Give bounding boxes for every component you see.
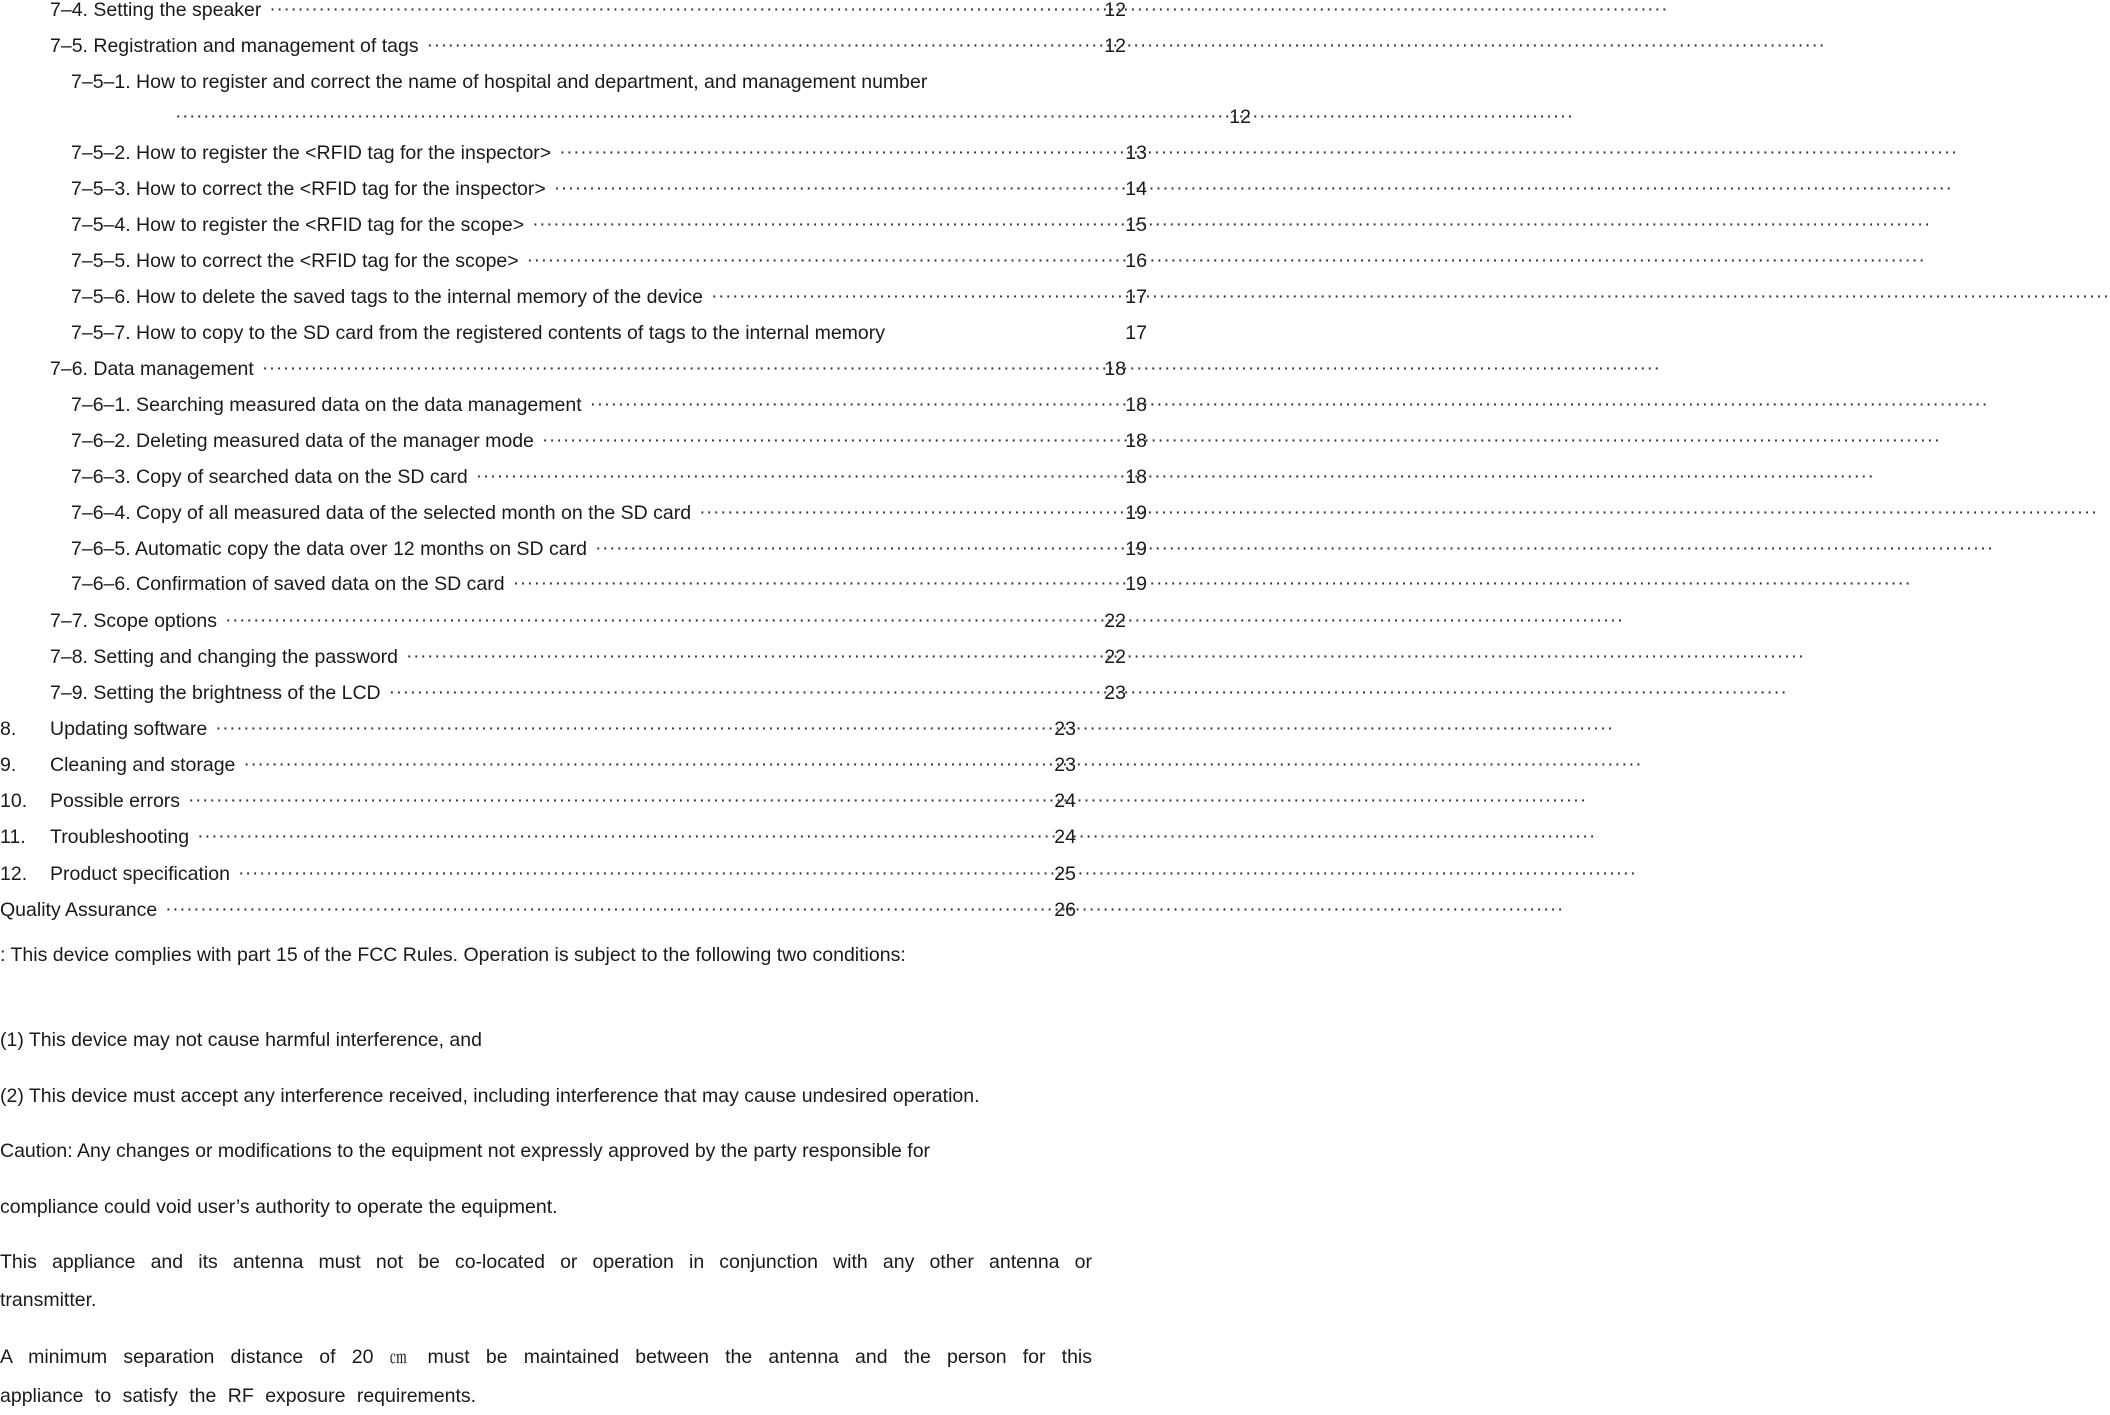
toc-row-continuation — [0, 101, 1267, 133]
toc-leader — [527, 251, 1073, 271]
antenna-notice: This appliance and its antenna must not be co-located or operation in conjunction with any other antenna or transmitter. — [0, 1251, 1092, 1311]
toc-title: Troubleshooting — [50, 825, 190, 848]
separation-notice — [0, 1338, 1092, 1415]
toc-title: 7–5–5. How to correct the <RFID tag for the scope> — [71, 249, 519, 272]
toc-title: 7–5–2. How to register the <RFID tag for the inspector> — [71, 141, 552, 164]
toc-row[interactable] — [0, 66, 1163, 98]
toc-leader — [559, 143, 1077, 163]
toc-page: 24 — [1054, 789, 1076, 812]
fcc-condition-2: (2) This device must accept any interference received, including interference that may cause undesired operation. — [0, 1085, 980, 1107]
toc-leader — [197, 827, 1006, 847]
toc-leader — [262, 359, 1056, 379]
toc-title: 7–8. Setting and changing the password — [50, 645, 399, 668]
toc-page: 22 — [1104, 609, 1126, 632]
toc-title: 7–6–6. Confirmation of saved data on the SD card — [71, 572, 505, 595]
toc-page: 24 — [1054, 825, 1076, 848]
toc-leader — [215, 719, 1010, 739]
toc-title: 7–6–1. Searching measured data on the data management — [71, 393, 582, 416]
toc-row[interactable] — [0, 425, 1163, 457]
toc-number: 9. — [0, 753, 17, 776]
fcc-condition-1: (1) This device may not cause harmful interference, and — [0, 1029, 482, 1051]
caution-line-2: compliance could void user’s authority to operate the equipment. — [0, 1196, 558, 1218]
toc-title: Cleaning and storage — [50, 753, 236, 776]
toc-page: 26 — [1054, 898, 1076, 921]
toc-page: 22 — [1104, 645, 1126, 668]
toc-number: 8. — [0, 717, 17, 740]
toc-page: 12 — [1229, 105, 1251, 128]
toc-page: 19 — [1125, 501, 1147, 524]
toc-row[interactable] — [0, 30, 1142, 62]
toc-page: 15 — [1125, 213, 1147, 236]
toc-row[interactable] — [0, 461, 1163, 493]
toc-title: 7–7. Scope options — [50, 609, 217, 632]
toc-row[interactable] — [0, 713, 1092, 745]
toc-leader — [711, 287, 1073, 307]
toc-leader — [595, 539, 1071, 559]
toc-page: 18 — [1125, 429, 1147, 452]
toc-leader — [238, 864, 1010, 884]
toc-leader — [532, 215, 1073, 235]
toc-row[interactable] — [0, 677, 1142, 709]
toc-number: 12. — [0, 862, 28, 885]
toc-row[interactable] — [0, 245, 1163, 277]
toc-leader — [165, 900, 1010, 920]
toc-page: 23 — [1054, 753, 1076, 776]
toc-row[interactable] — [0, 533, 1163, 565]
toc-row[interactable] — [0, 137, 1163, 169]
caution-line-1: Caution: Any changes or modifications to the equipment not expressly approved by the party responsible for — [0, 1140, 931, 1162]
toc-title: 7–5. Registration and management of tags — [50, 34, 419, 57]
toc-title: 7–6. Data management — [50, 357, 254, 380]
toc-title: 7–5–1. How to register and correct the name of hospital and department, and management number — [71, 70, 928, 93]
toc-title: Updating software — [50, 717, 208, 740]
toc-page: 23 — [1054, 717, 1076, 740]
toc-page: 17 — [1125, 321, 1147, 344]
toc-row[interactable] — [0, 858, 1092, 890]
toc-row[interactable] — [0, 209, 1163, 241]
toc-leader — [188, 791, 1010, 811]
toc-page: 18 — [1104, 357, 1126, 380]
toc-page: 14 — [1125, 177, 1147, 200]
toc-page: 12 — [1104, 34, 1126, 57]
toc-page: 13 — [1125, 141, 1147, 164]
toc-row[interactable] — [0, 641, 1142, 673]
toc-page: 17 — [1125, 285, 1147, 308]
fcc-intro: : This device complies with part 15 of the FCC Rules. Operation is subject to the following two conditions: — [0, 944, 906, 966]
toc-leader — [513, 574, 1073, 594]
toc-title: Quality Assurance — [0, 898, 158, 921]
toc-page: 12 — [1104, 0, 1126, 21]
toc-title: 7–6–3. Copy of searched data on the SD card — [71, 465, 468, 488]
toc-number: 11. — [0, 825, 26, 848]
toc-row[interactable] — [0, 894, 1092, 926]
toc-title: 7–5–3. How to correct the <RFID tag for the inspector> — [71, 177, 546, 200]
toc-page: 18 — [1125, 465, 1147, 488]
toc-leader — [554, 179, 1073, 199]
toc-leader — [225, 611, 1056, 631]
toc-title: Possible errors — [50, 789, 181, 812]
toc-title: 7–6–4. Copy of all measured data of the selected month on the SD card — [71, 501, 692, 524]
toc-row[interactable] — [0, 785, 1092, 817]
toc-leader — [427, 36, 1056, 56]
toc-title: 7–6–2. Deleting measured data of the manager mode — [71, 429, 534, 452]
toc-leader — [476, 467, 1073, 487]
toc-page: 18 — [1125, 393, 1147, 416]
toc-row[interactable] — [0, 821, 1092, 853]
toc-leader — [175, 107, 1181, 127]
toc-page: 19 — [1125, 537, 1147, 560]
toc-page: 25 — [1054, 862, 1076, 885]
toc-number: 10. — [0, 789, 28, 812]
toc-title: 7–5–6. How to delete the saved tags to the internal memory of the device — [71, 285, 703, 308]
toc-title: 7–5–4. How to register the <RFID tag for the scope> — [71, 213, 525, 236]
toc-row[interactable] — [0, 281, 1163, 313]
toc-leader — [406, 647, 1052, 667]
toc-page: 19 — [1125, 572, 1147, 595]
toc-leader — [243, 755, 1010, 775]
toc-row[interactable] — [0, 568, 1163, 600]
toc-title: 7–5–7. How to copy to the SD card from the registered contents of tags to the internal memory — [71, 321, 886, 344]
toc-row[interactable] — [0, 605, 1142, 637]
toc-leader — [590, 395, 1073, 415]
toc-row[interactable] — [0, 0, 1142, 26]
toc-leader — [699, 503, 1073, 523]
toc-row[interactable] — [0, 353, 1142, 385]
toc-leader — [389, 683, 1052, 703]
toc-leader — [542, 431, 1073, 451]
toc-title: 7–6–5. Automatic copy the data over 12 months on SD card — [71, 537, 587, 560]
toc-page: 23 — [1104, 681, 1126, 704]
toc-title: 7–9. Setting the brightness of the LCD — [50, 681, 381, 704]
toc-row[interactable] — [0, 317, 1163, 349]
toc-page: 16 — [1125, 249, 1147, 272]
separation-text-pre: A minimum separation distance of 20 — [0, 1346, 374, 1368]
separation-unit: ㎝ — [389, 1348, 412, 1368]
toc-title: 7–4. Setting the speaker — [50, 0, 262, 21]
toc-row[interactable] — [0, 749, 1092, 781]
toc-row[interactable] — [0, 497, 1163, 529]
separation-text-post: must be maintained between the antenna and the person for this appliance to satisfy the RF exposure requirements. — [0, 1346, 1092, 1407]
toc-row[interactable] — [0, 173, 1163, 205]
toc-title: Product specification — [50, 862, 230, 885]
toc-leader — [269, 0, 1056, 20]
toc-row[interactable] — [0, 389, 1163, 421]
